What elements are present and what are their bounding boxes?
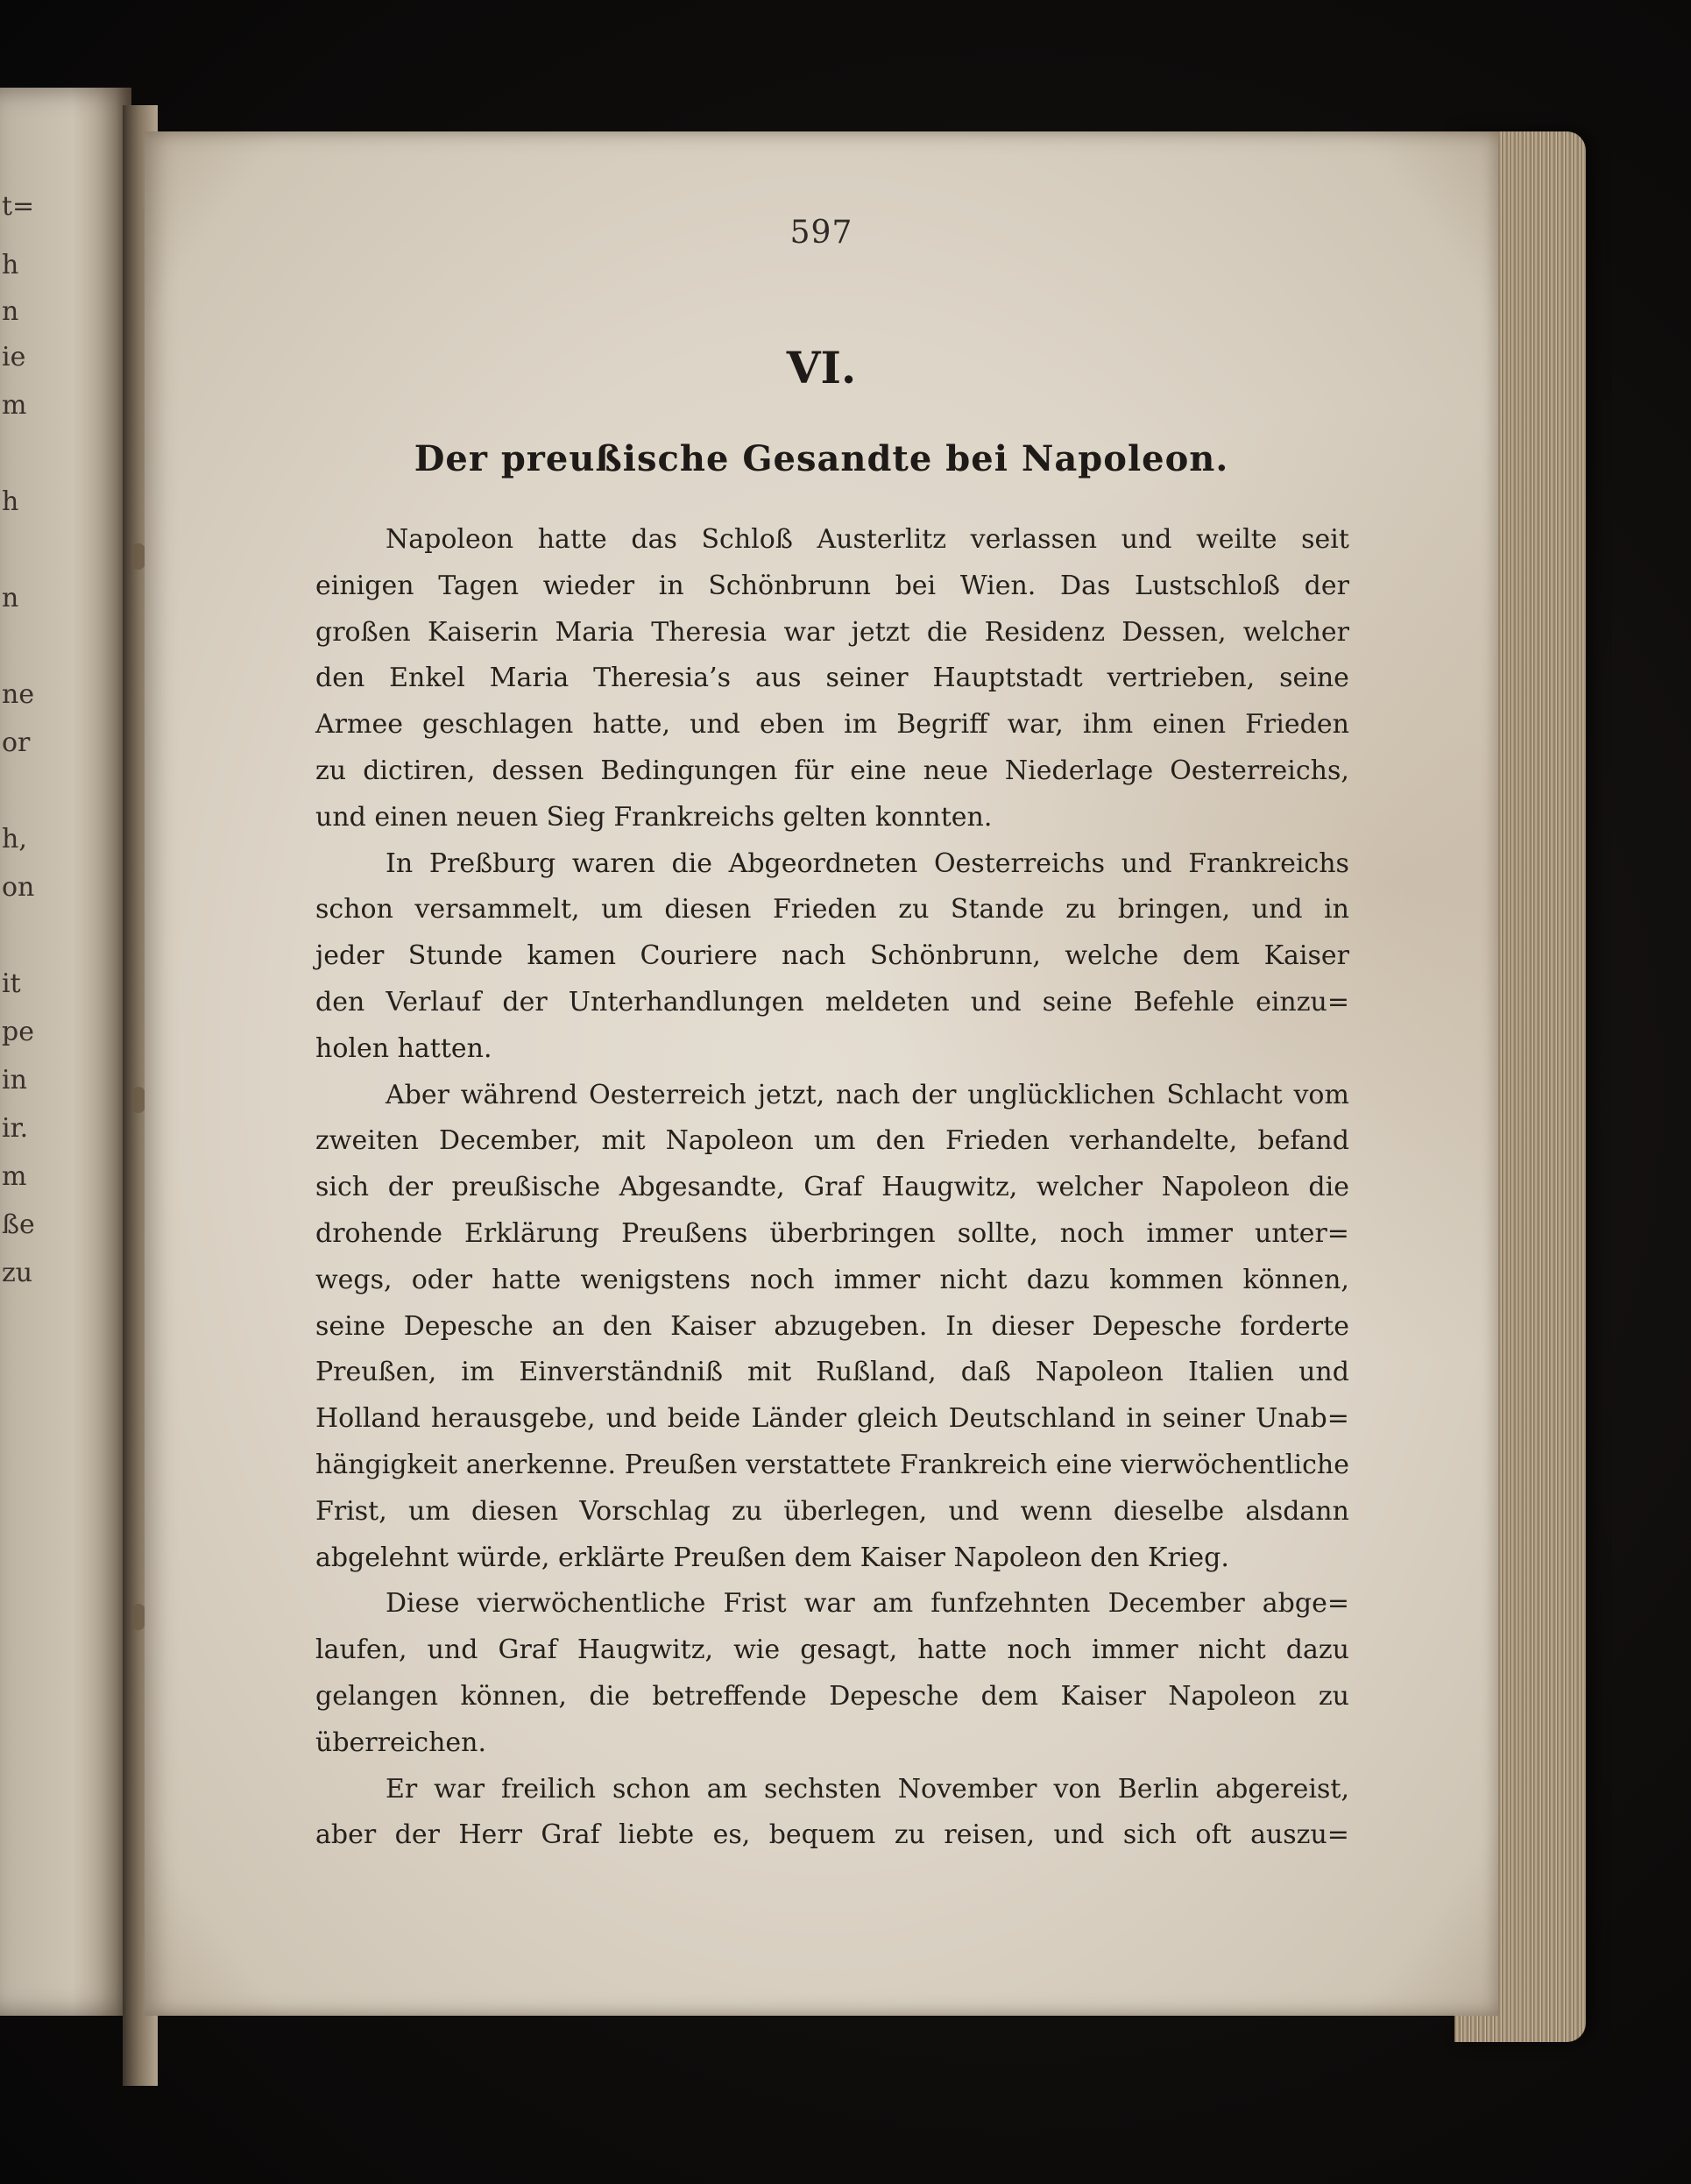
text-line: Frist, um diesen Vorschlag zu überlegen, und wenn dieselbe alsdann xyxy=(315,1495,1349,1527)
text-line: schon versammelt, um diesen Frieden zu Stande zu bringen, und in xyxy=(315,894,1349,925)
text-line: abgelehnt würde, erklärte Preußen dem Kaiser Napoleon den Krieg. xyxy=(315,1542,1229,1573)
text-line: zu dictiren, dessen Bedingungen für eine neue Niederlage Oesterreichs, xyxy=(315,755,1349,786)
text-line: In Preßburg waren die Abgeordneten Oesterreichs und Frankreichs xyxy=(386,847,1349,879)
text-line: Aber während Oesterreich jetzt, nach der unglücklichen Schlacht vom xyxy=(386,1079,1349,1110)
text-line: großen Kaiserin Maria Theresia war jetzt die Residenz Dessen, welcher xyxy=(315,616,1349,648)
text-line: drohende Erklärung Preußens überbringen sollte, noch immer unter= xyxy=(315,1217,1349,1249)
text-line: wegs, oder hatte wenigstens noch immer nicht dazu kommen können, xyxy=(315,1264,1349,1295)
text-line: hängigkeit anerkenne. Preußen verstattete Frankreich eine vierwöchentliche xyxy=(315,1449,1349,1480)
book-page xyxy=(145,131,1498,2016)
text-line: Diese vierwöchentliche Frist war am funfzehnten December abge= xyxy=(386,1588,1349,1620)
binding-stitch xyxy=(131,1087,145,1113)
text-line: holen hatten. xyxy=(315,1032,492,1064)
text-line: seine Depesche an den Kaiser abzugeben. In dieser Depesche forderte xyxy=(315,1310,1349,1342)
body-text xyxy=(315,517,1349,1859)
text-line: einigen Tagen wieder in Schönbrunn bei Wien. Das Lustschloß der xyxy=(315,570,1349,601)
chapter-title: Der preußische Gesandte bei Napoleon. xyxy=(414,438,1229,479)
text-line: Preußen, im Einverständniß mit Rußland, daß Napoleon Italien und xyxy=(315,1357,1349,1388)
fragment: ie xyxy=(2,342,26,372)
fragment: pe xyxy=(2,1017,34,1047)
page-number: 597 xyxy=(789,215,853,251)
fragment: m xyxy=(2,390,27,421)
binding-stitch xyxy=(131,1604,145,1630)
fragment: zu xyxy=(2,1258,33,1288)
text-line: zweiten December, mit Napoleon um den Frieden verhandelte, befand xyxy=(315,1125,1349,1157)
text-line: Holland herausgebe, und beide Länder gleich Deutschland in seiner Unab= xyxy=(315,1403,1349,1435)
fragment: in xyxy=(2,1065,27,1096)
fragment: m xyxy=(2,1161,27,1192)
fragment: or xyxy=(2,727,31,758)
fragment: n xyxy=(2,296,19,327)
fragment: t= xyxy=(2,191,35,222)
text-line: den Enkel Maria Theresia’s aus seiner Hauptstadt vertrieben, seine xyxy=(315,663,1349,694)
fragment: on xyxy=(2,872,35,903)
chapter-numeral: VI. xyxy=(786,342,857,394)
previous-page-edge xyxy=(0,88,131,2016)
text-line: und einen neuen Sieg Frankreichs gelten konnten. xyxy=(315,801,993,833)
text-line: Er war freilich schon am sechsten November von Berlin abgereist, xyxy=(386,1773,1349,1805)
text-line: Napoleon hatte das Schloß Austerlitz verlassen und weilte seit xyxy=(386,524,1349,555)
text-line: gelangen können, die betreffende Depesche dem Kaiser Napoleon zu xyxy=(315,1680,1349,1712)
fragment: ne xyxy=(2,679,35,710)
fragment: ir. xyxy=(2,1113,29,1144)
text-line: überreichen. xyxy=(315,1727,487,1758)
fragment: h, xyxy=(2,824,27,854)
text-line: sich der preußische Abgesandte, Graf Haugwitz, welcher Napoleon die xyxy=(315,1172,1349,1203)
text-line: laufen, und Graf Haugwitz, wie gesagt, hatte noch immer nicht dazu xyxy=(315,1634,1349,1666)
text-line: den Verlauf der Unterhandlungen meldeten und seine Befehle einzu= xyxy=(315,986,1349,1018)
text-line: jeder Stunde kamen Couriere nach Schönbrunn, welche dem Kaiser xyxy=(315,940,1349,972)
text-line: Armee geschlagen hatte, und eben im Begriff war, ihm einen Frieden xyxy=(315,709,1349,741)
previous-page-text-fragments xyxy=(0,88,35,2016)
fragment: it xyxy=(2,968,21,999)
binding-stitch xyxy=(131,543,145,570)
fragment: h xyxy=(2,250,19,280)
fragment: h xyxy=(2,486,19,517)
fragment: ße xyxy=(2,1209,35,1240)
fragment: n xyxy=(2,583,19,613)
text-line: aber der Herr Graf liebte es, bequem zu reisen, und sich oft auszu= xyxy=(315,1819,1349,1851)
